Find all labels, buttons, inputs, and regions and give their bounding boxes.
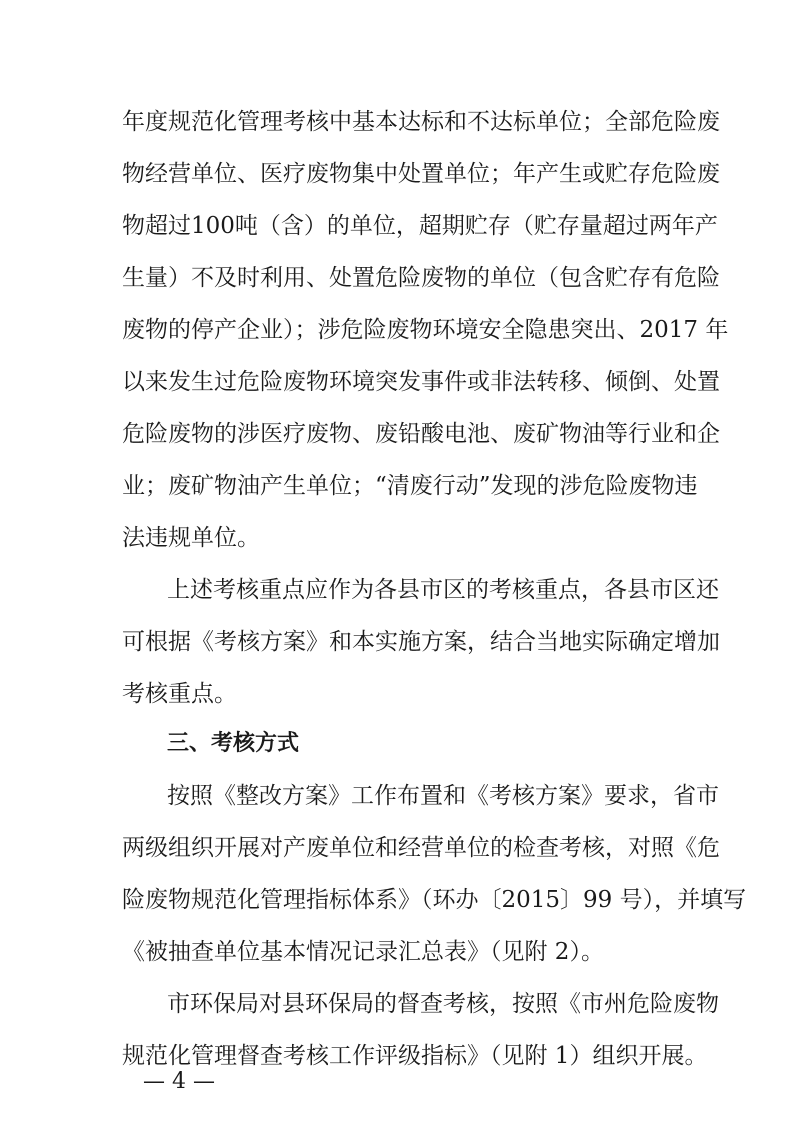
text-line: 废物的停产企业）；涉危险废物环境安全隐患突出、2017 年 bbox=[122, 317, 729, 343]
text-line: 可根据《考核方案》和本实施方案，结合当地实际确定增加 bbox=[122, 629, 720, 655]
text-line: 两级组织开展对产废单位和经营单位的检查考核，对照《危 bbox=[122, 835, 720, 861]
text-line: 考核重点。 bbox=[122, 681, 237, 707]
text-line: 规范化管理督查考核工作评级指标》（见附 1）组织开展。 bbox=[122, 1043, 708, 1069]
text-line: 危险废物的涉医疗废物、废铅酸电池、废矿物油等行业和企 bbox=[122, 421, 720, 447]
text-line: 《被抽查单位基本情况记录汇总表》（见附 2）。 bbox=[122, 939, 604, 965]
text-line: 以来发生过危险废物环境突发事件或非法转移、倾倒、处置 bbox=[122, 369, 720, 395]
text-line: 市环保局对县环保局的督查考核，按照《市州危险废物 bbox=[167, 991, 719, 1017]
page-number: — 4 — bbox=[143, 1069, 215, 1094]
text-line: 上述考核重点应作为各县市区的考核重点，各县市区还 bbox=[167, 577, 719, 603]
section-heading: 三、考核方式 bbox=[167, 731, 300, 756]
text-line: 业；废矿物油产生单位；“清废行动”发现的涉危险废物违 bbox=[122, 473, 698, 499]
text-line: 物经营单位、医疗废物集中处置单位；年产生或贮存危险废 bbox=[122, 161, 720, 187]
text-line: 年度规范化管理考核中基本达标和不达标单位；全部危险废 bbox=[122, 109, 720, 135]
text-line: 法违规单位。 bbox=[122, 525, 260, 551]
text-line: 按照《整改方案》工作布置和《考核方案》要求，省市 bbox=[167, 783, 719, 809]
text-line: 物超过100吨（含）的单位，超期贮存（贮存量超过两年产 bbox=[122, 213, 718, 239]
text-line: 险废物规范化管理指标体系》（环办〔2015〕99 号），并填写 bbox=[122, 887, 747, 913]
text-line: 生量）不及时利用、处置危险废物的单位（包含贮存有危险 bbox=[122, 265, 720, 291]
